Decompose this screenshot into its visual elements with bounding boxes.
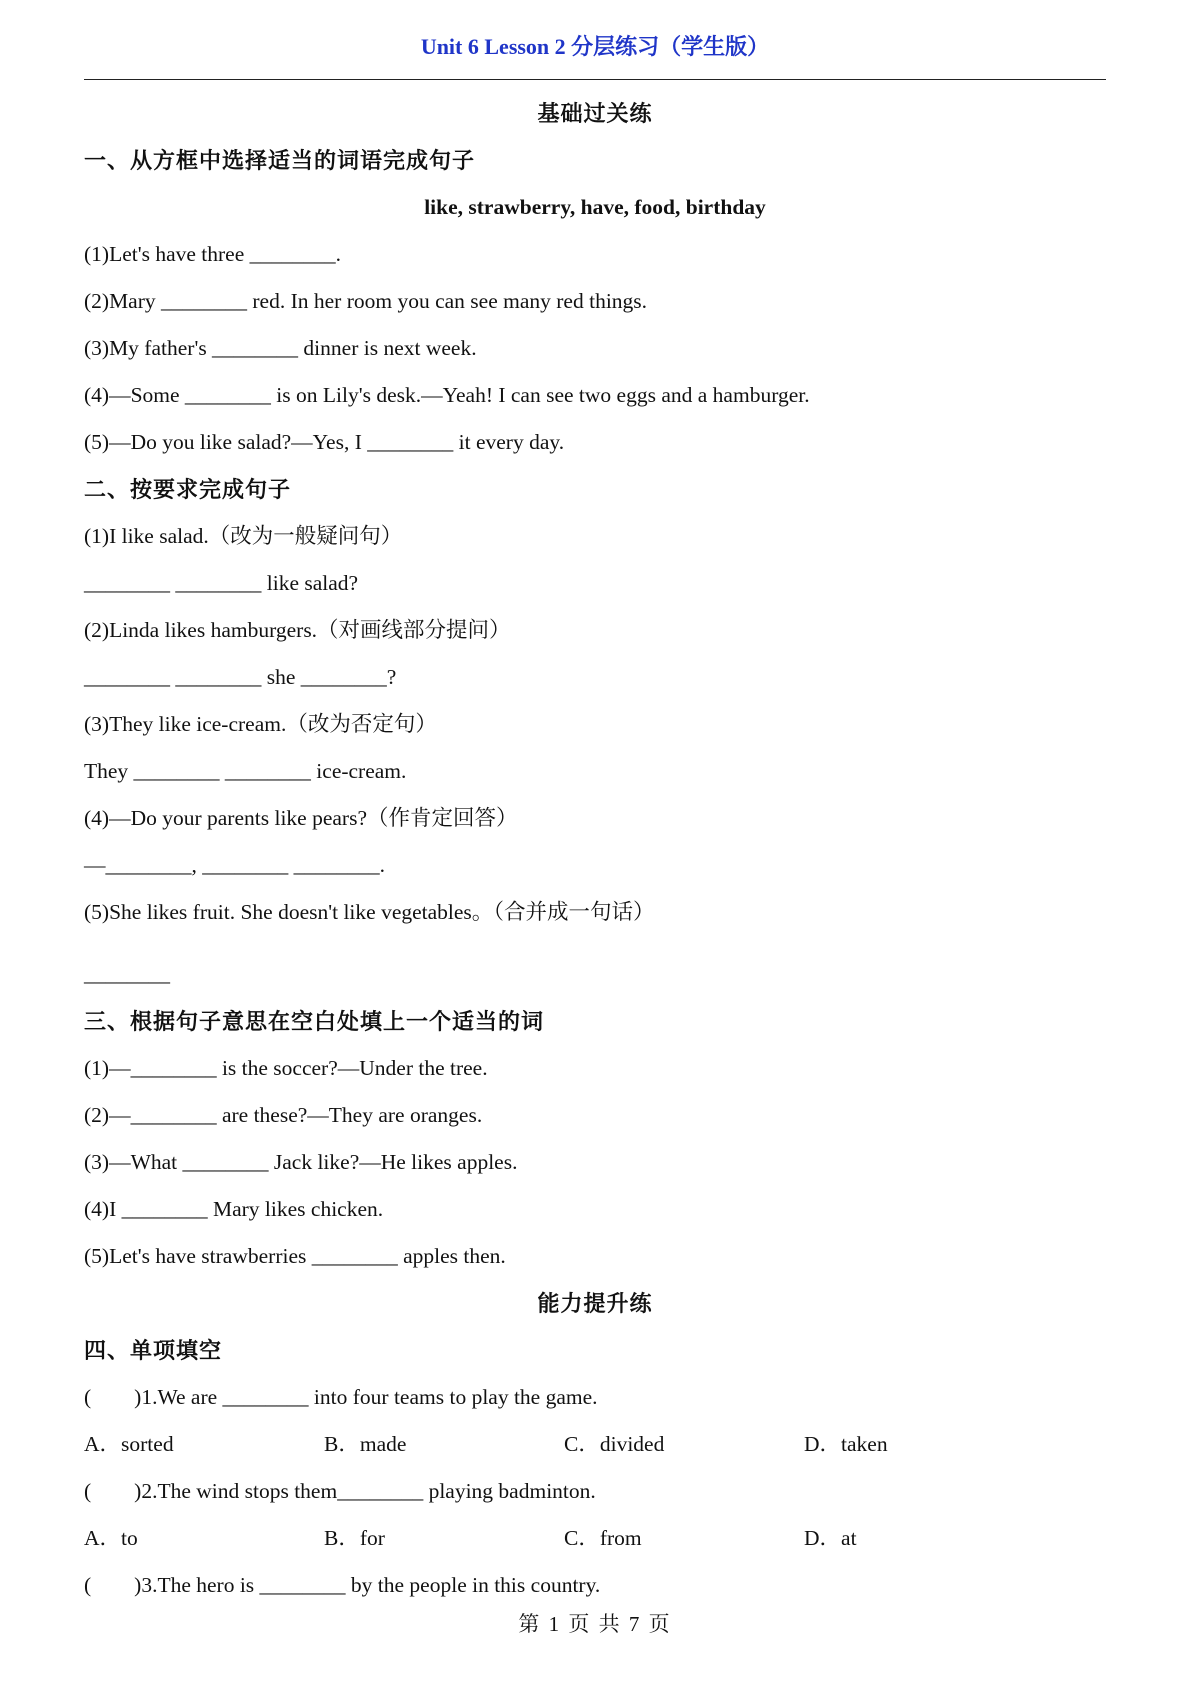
part2-line-10: ________ xyxy=(84,962,170,986)
word-box: like, strawberry, have, food, birthday xyxy=(424,195,766,219)
part1-item-5: (5)—Do you like salad?—Yes, I ________ it every day. xyxy=(84,430,565,454)
q2-option-b: B．for xyxy=(324,1526,385,1550)
question-1-stem: ( )1.We are ________ into four teams to play the game. xyxy=(84,1385,598,1409)
q1-option-d: D．taken xyxy=(804,1432,888,1456)
part3-item-2: (2)—________ are these?—They are oranges. xyxy=(84,1103,483,1127)
part1-item-4: (4)—Some ________ is on Lily's desk.—Yeah! I can see two eggs and a hamburger. xyxy=(84,383,810,407)
part2-line-3: (2)Linda likes hamburgers.（对画线部分提问） xyxy=(84,618,511,642)
part1-item-2: (2)Mary ________ red. In her room you can see many red things. xyxy=(84,289,648,313)
part3-item-5: (5)Let's have strawberries ________ apples then. xyxy=(84,1244,506,1268)
header-divider xyxy=(84,79,1106,80)
part2-line-7: (4)—Do your parents like pears?（作肯定回答） xyxy=(84,806,518,830)
q2-option-a: A．to xyxy=(84,1526,138,1550)
document-title: Unit 6 Lesson 2 分层练习（学生版） xyxy=(420,34,770,59)
part3-item-1: (1)—________ is the soccer?—Under the tree. xyxy=(84,1056,488,1080)
part2-line-5: (3)They like ice-cream.（改为否定句） xyxy=(84,712,437,736)
worksheet-body xyxy=(84,90,1106,1609)
question-1-options xyxy=(84,1421,1106,1468)
part2-line-1: (1)I like salad.（改为一般疑问句） xyxy=(84,524,403,548)
part3-item-3: (3)—What ________ Jack like?—He likes apples. xyxy=(84,1150,518,1174)
part2-line-4: ________ ________ she ________? xyxy=(84,665,397,689)
part2-line-2: ________ ________ like salad? xyxy=(84,571,359,595)
question-2-options xyxy=(84,1515,1106,1562)
question-2-stem: ( )2.The wind stops them________ playing badminton. xyxy=(84,1479,596,1503)
part4-heading: 四、单项填空 xyxy=(84,1338,223,1363)
section-advanced-title: 能力提升练 xyxy=(537,1291,653,1316)
section-basic-title: 基础过关练 xyxy=(537,101,653,126)
part2-line-6: They ________ ________ ice-cream. xyxy=(84,759,407,783)
q1-option-c: C．divided xyxy=(564,1432,665,1456)
q2-option-c: C．from xyxy=(564,1526,642,1550)
q2-option-d: D．at xyxy=(804,1526,857,1550)
part3-item-4: (4)I ________ Mary likes chicken. xyxy=(84,1197,384,1221)
part1-item-3: (3)My father's ________ dinner is next week. xyxy=(84,336,477,360)
page-number: 第 1 页 共 7 页 xyxy=(518,1612,672,1636)
part1-item-1: (1)Let's have three ________. xyxy=(84,242,342,266)
part2-line-9: (5)She likes fruit. She doesn't like vegetables。（合并成一句话） xyxy=(84,900,655,924)
q1-option-b: B．made xyxy=(324,1432,407,1456)
q1-option-a: A．sorted xyxy=(84,1432,174,1456)
part2-line-8: —________, ________ ________. xyxy=(84,853,385,877)
part3-heading: 三、根据句子意思在空白处填上一个适当的词 xyxy=(84,1009,545,1034)
question-3-stem: ( )3.The hero is ________ by the people in this country. xyxy=(84,1573,601,1597)
part2-heading: 二、按要求完成句子 xyxy=(84,477,292,502)
part1-heading: 一、从方框中选择适当的词语完成句子 xyxy=(84,148,476,173)
